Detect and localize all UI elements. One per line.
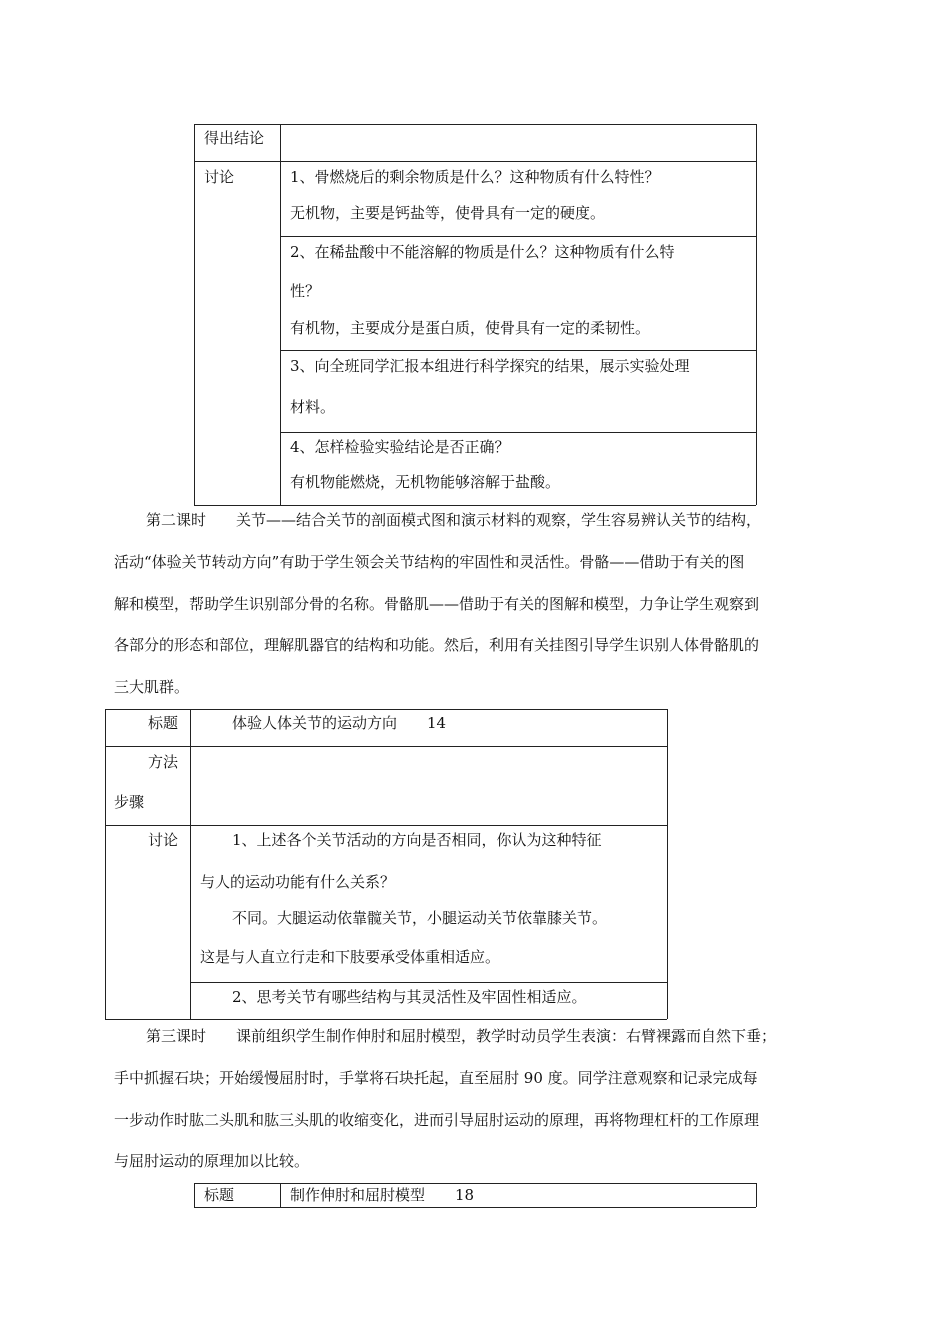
paragraph-line: 一步动作时肱二头肌和肱三头肌的收缩变化，进而引导屈肘运动的原理，再将物理杠杆的工作原理 (114, 1111, 760, 1129)
discussion-q3: 3、向全班同学汇报本组进行科学探究的结果，展示实验处理 (290, 357, 690, 375)
method-label: 方法 (148, 753, 179, 771)
paragraph-line: 与屈肘运动的原理加以比较。 (114, 1152, 310, 1170)
discussion-a2: 有机物，主要成分是蛋白质，使骨具有一定的柔韧性。 (290, 319, 651, 337)
discussion-label: 讨论 (204, 168, 235, 186)
discussion-q2: 2、在稀盐酸中不能溶解的物质是什么？这种物质有什么特 (290, 243, 675, 261)
paragraph-line: 各部分的形态和部位，理解肌器官的结构和功能。然后，利用有关挂图引导学生识别人体骨骼肌的 (114, 636, 760, 654)
paragraph-line: 三大肌群。 (114, 678, 190, 696)
discussion-q4: 4、怎样检验实验结论是否正确？ (290, 438, 510, 456)
discussion-label: 讨论 (148, 831, 179, 849)
title-value: 体验人体关节的运动方向 14 (232, 714, 447, 732)
discussion-a1: 无机物，主要是钙盐等，使骨具有一定的硬度。 (290, 204, 606, 222)
steps-label: 步骤 (114, 793, 145, 811)
paragraph-line: 解和模型，帮助学生识别部分骨的名称。骨骼肌——借助于有关的图解和模型，力争让学生观察到 (114, 595, 760, 613)
discussion-q3-cont: 材料。 (290, 398, 336, 416)
title-label: 标题 (204, 1186, 235, 1204)
discussion-a4: 有机物能燃烧，无机物能够溶解于盐酸。 (290, 473, 561, 491)
title-label: 标题 (148, 714, 179, 732)
paragraph-line: 活动“体验关节转动方向”有助于学生领会关节结构的牢固性和灵活性。骨骼——借助于有关的图 (114, 553, 745, 571)
discussion-q1-cont: 与人的运动功能有什么关系？ (200, 873, 396, 891)
title-value: 制作伸肘和屈肘模型 18 (290, 1186, 475, 1204)
discussion-q2-cont: 性？ (290, 282, 321, 300)
discussion-a1-cont: 这是与人直立行走和下肢要承受体重相适应。 (200, 948, 501, 966)
paragraph-line: 第三课时 课前组织学生制作伸肘和屈肘模型，教学时动员学生表演：右臂裸露而自然下垂； (146, 1027, 777, 1045)
discussion-q2: 2、思考关节有哪些结构与其灵活性及牢固性相适应。 (232, 988, 587, 1006)
discussion-a1: 不同。大腿运动依靠髋关节，小腿运动关节依靠膝关节。 (232, 909, 608, 927)
conclusion-label: 得出结论 (204, 129, 265, 147)
discussion-q1: 1、骨燃烧后的剩余物质是什么？这种物质有什么特性？ (290, 168, 660, 186)
paragraph-line: 手中抓握石块；开始缓慢屈肘时，手掌将石块托起，直至屈肘 90 度。同学注意观察和记录完成每 (114, 1069, 758, 1087)
discussion-q1: 1、上述各个关节活动的方向是否相同，你认为这种特征 (232, 831, 602, 849)
paragraph-line: 第二课时 关节——结合关节的剖面模式图和演示材料的观察，学生容易辨认关节的结构， (146, 511, 762, 529)
